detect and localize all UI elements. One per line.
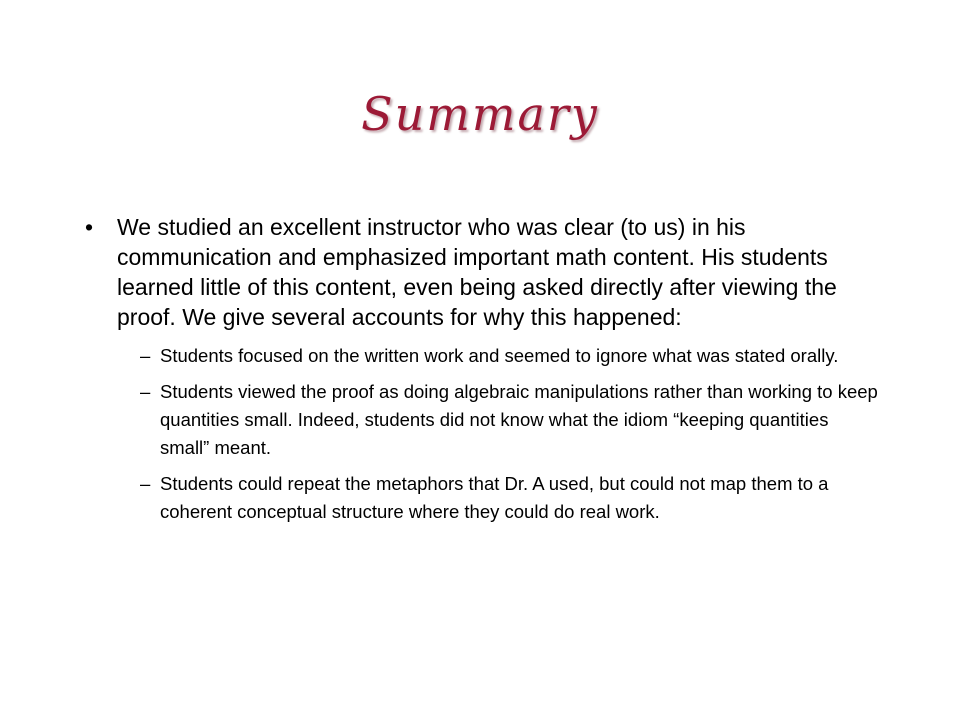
sub-bullet-item xyxy=(80,470,880,526)
dash-marker: – xyxy=(140,473,151,494)
bullet-marker: • xyxy=(85,214,94,240)
main-bullet-text: We studied an excellent instructor who was clear (to us) in his communication and emphasized important math content. His students learned little of this content, even being asked directly after viewing the proof. We give several accounts for why this happened: xyxy=(117,214,837,330)
sub-bullet-item xyxy=(80,342,880,370)
sub-bullet-text: Students viewed the proof as doing algebraic manipulations rather than working to keep quantities small. Indeed, students did not know what the idiom “keeping quantities small” meant. xyxy=(160,381,878,458)
main-bullet xyxy=(80,212,880,332)
dash-marker: – xyxy=(140,381,151,402)
sub-bullet-text: Students focused on the written work and seemed to ignore what was stated orally. xyxy=(160,345,839,366)
sub-bullet-item xyxy=(80,378,880,462)
slide-title: Summary xyxy=(361,87,599,141)
sub-bullet-text: Students could repeat the metaphors that Dr. A used, but could not map them to a coherent conceptual structure where they could do real work. xyxy=(160,473,829,522)
sub-bullet-list xyxy=(80,342,880,526)
slide-content xyxy=(80,212,880,534)
dash-marker: – xyxy=(140,345,151,366)
